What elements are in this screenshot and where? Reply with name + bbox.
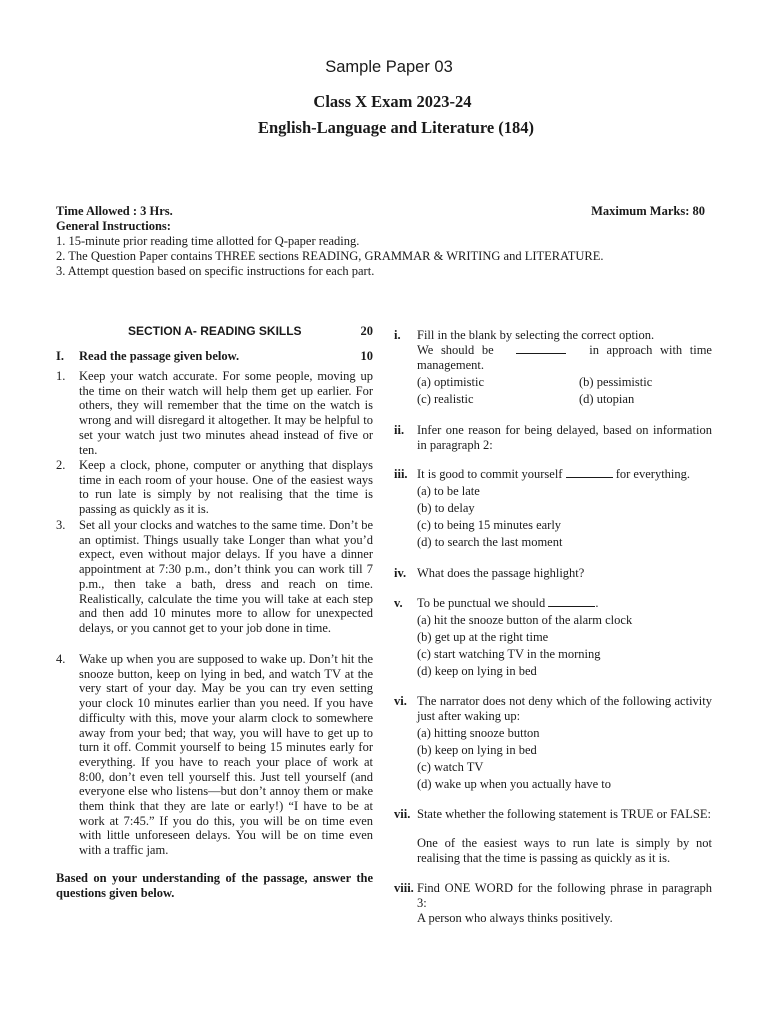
closing-instruction: Based on your understanding of the passage, answer the questions given below. [56, 871, 373, 900]
option-d: (d) utopian [579, 392, 635, 406]
instruction-3: 3. Attempt question based on specific instructions for each part. [56, 264, 375, 278]
instructions-heading: General Instructions: [56, 219, 171, 233]
paragraph-text: Keep a clock, phone, computer or anything that displays time in each room of your house. One of the easiest ways to run late is simply by not realising that the time is passing as quickly as it is. [79, 458, 373, 517]
question-text-b: for everything. [615, 467, 691, 481]
question-text: What does the passage highlight? [417, 566, 585, 580]
question-label: I. [56, 349, 64, 363]
question-text: Fill in the blank by selecting the correct option. [417, 328, 655, 342]
option-c: (c) realistic [417, 392, 474, 406]
subject-title: English-Language and Literature (184) [257, 118, 535, 137]
question-number: viii. [394, 881, 414, 895]
question-text [417, 596, 712, 611]
paragraph-text: Wake up when you are supposed to wake up. Don’t hit the snooze button, keep on lying in bed, and watch TV at the very start of your day. May be you can try even setting your clock 10 minutes earlier than you need. If you have difficulty with this, move your alarm clock to somewhere away from your bed; that way, you will have to get up to turn it off. Commit yourself to being 15 minutes early for everything. If you have to reach your place of work at 8:00, don’t even tell yourself this. Just tell yourself (and everyone else who listens—but don’t annoy them or make them think that they are late or early!) “I have to be at work at 7:45.” If you do this, you will be on time even with little unforeseen delays. You will be on time even with a traffic jam. [79, 652, 373, 858]
paragraph-number: 2. [56, 458, 66, 472]
question-number: v. [394, 596, 403, 610]
option-b: (b) to delay [417, 501, 475, 515]
instruction-1: 1. 15-minute prior reading time allotted for Q-paper reading. [56, 234, 360, 248]
paragraph-text: Keep your watch accurate. For some people, moving up the time on their watch will help them get up earlier. For others, they will remember that the time on the watch is wrong and will disregard it altogether. It may be helpful to set your watch just two minutes ahead instead of five or ten. [79, 369, 373, 457]
question-number: vi. [394, 694, 407, 708]
question-text: Find ONE WORD for the following phrase in paragraph 3: [417, 881, 712, 910]
paragraph-number: 3. [56, 518, 66, 532]
paragraph-number: 4. [56, 652, 66, 666]
question-text-cont [417, 343, 712, 372]
question-text: State whether the following statement is TRUE or FALSE: [417, 807, 711, 821]
option-c: (c) start watching TV in the morning [417, 647, 601, 661]
question-text-b: . [595, 596, 599, 610]
time-allowed: Time Allowed : 3 Hrs. [56, 204, 173, 218]
option-d: (d) keep on lying in bed [417, 664, 537, 678]
option-a: (a) optimistic [417, 375, 484, 389]
question-number: iv. [394, 566, 407, 580]
option-d: (d) to search the last moment [417, 535, 563, 549]
question-text: Read the passage given below. [79, 349, 240, 363]
question-text-b: in approach with time management. [417, 343, 712, 372]
phrase-text: A person who always thinks positively. [417, 911, 613, 925]
question-text [417, 467, 712, 482]
question-number: i. [394, 328, 401, 342]
instruction-2: 2. The Question Paper contains THREE sections READING, GRAMMAR & WRITING and LITERATURE. [56, 249, 604, 263]
paragraph-text: Set all your clocks and watches to the same time. Don’t be an optimist. Things usually take Longer than what you’d expect, even without major delays. If you have a dinner appointment at 7:30 p.m., don’t think you can work till 7 p.m., then take a bath, dress and reach on time. Realistically, calculate the time you will take at each step and then add 10 minutes more to allow for unexpected delays, or you cannot get to your job done in time. [79, 518, 373, 635]
option-a: (a) to be late [417, 484, 480, 498]
option-c: (c) to being 15 minutes early [417, 518, 562, 532]
exam-title: Class X Exam 2023-24 [313, 92, 472, 111]
question-number: iii. [394, 467, 408, 481]
question-marks: 10 [360, 349, 373, 363]
option-b: (b) keep on lying in bed [417, 743, 537, 757]
max-marks: Maximum Marks: 80 [591, 204, 705, 218]
section-title: SECTION A- READING SKILLS [128, 324, 302, 338]
question-text-a: We should be [417, 343, 494, 357]
option-b: (b) get up at the right time [417, 630, 549, 644]
option-d: (d) wake up when you actually have to [417, 777, 612, 791]
statement-text: One of the easiest ways to run late is simply by not realising that the time is passing as quickly as it is. [417, 836, 712, 865]
paragraph-number: 1. [56, 369, 66, 383]
question-text-a: To be punctual we should [417, 596, 546, 610]
question-number: ii. [394, 423, 405, 437]
answer-blank [516, 343, 566, 354]
section-marks: 20 [360, 324, 373, 338]
answer-blank [548, 596, 595, 607]
paper-title: Sample Paper 03 [325, 58, 453, 76]
question-text-a: It is good to commit yourself [417, 467, 563, 481]
option-b: (b) pessimistic [579, 375, 653, 389]
question-text: The narrator does not deny which of the following activity just after waking up: [417, 694, 712, 723]
option-a: (a) hit the snooze button of the alarm clock [417, 613, 633, 627]
option-c: (c) watch TV [417, 760, 484, 774]
question-number: vii. [394, 807, 411, 821]
option-a: (a) hitting snooze button [417, 726, 540, 740]
answer-blank [566, 467, 613, 478]
question-text: Infer one reason for being delayed, based on information in paragraph 2: [417, 423, 712, 452]
